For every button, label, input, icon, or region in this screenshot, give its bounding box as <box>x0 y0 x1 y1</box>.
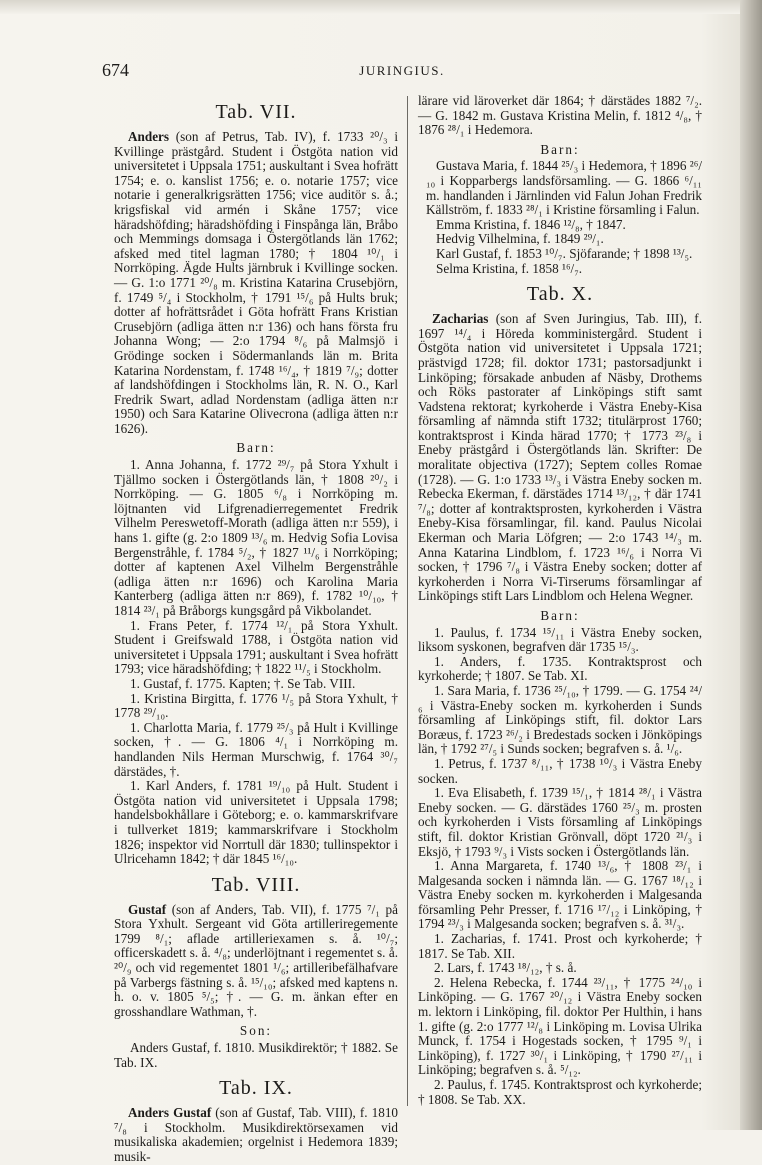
child-entry: 2. Lars, f. 1743 ¹⁸/₁₂, † s. å. <box>434 960 577 976</box>
entry-paragraph <box>114 130 398 436</box>
entry-name: Zacharias <box>432 311 489 327</box>
child-entry: 1. Kristina Birgitta, f. 1776 ¹/₅ på Stora Yxhult, † 1778 ²⁹/₁₀. <box>114 690 398 721</box>
entry-name: Gustaf <box>128 901 167 917</box>
entry-text: (son af Gustaf, Tab. VIII), f. 1810 ⁷/₈ i Stockholm. Musikdirektörsexamen vid musikaliska akademien; orgelnist i Hedemora 1839; musik- <box>114 1105 399 1164</box>
children-label: Barn: <box>540 608 580 623</box>
son-label: Son: <box>239 1023 273 1039</box>
top-edge-shadow <box>0 0 762 14</box>
child-entry: 1. Anna Margareta, f. 1740 ¹³/₆, † 1808 ²³/₁ i Malgesanda socken i nämnda län. — G. 1767 ¹⁸/₁₂ i Västra Eneby socken m. kyrkoherden i Malgesanda församling Pehr Presser, f. 1716 ¹⁷/₁₂ i Linköping, † 1794 ²³/₃ i Malgesanda socken; begrafven s. å. ³¹/₃. <box>418 858 702 932</box>
child-entry: Selma Kristina, f. 1858 ¹⁶/₇. <box>436 260 583 276</box>
tab-heading: Tab. VIII. <box>211 873 301 896</box>
page-number: 674 <box>102 60 129 80</box>
tab-vii-section <box>114 100 398 867</box>
children-label: Barn: <box>236 440 276 456</box>
child-entry: Hedvig Vilhelmina, f. 1849 ²⁹/₁. <box>436 231 604 247</box>
entry-paragraph <box>418 312 702 604</box>
child-entry: 1. Karl Anders, f. 1781 ¹⁹/₁₀ på Hult. Student i Östgöta nation vid universitetet i Uppsala 1798; handelsbokhållare i Göteborg; e. o. kammarskrifvare i tullverket 1819; kammarskrifvare i Stockholm 1826; inspektor vid Norrtull där 1830; tullinspektor i Ulricehamn 1842; † där 1845 ¹⁶/₁₀. <box>114 778 398 867</box>
tab-x-section <box>418 282 702 1107</box>
entry-paragraph <box>114 1106 398 1164</box>
child-entry: 1. Anders, f. 1735. Kontraktsprost och kyrkoherde; † 1807. Se Tab. XI. <box>418 653 702 684</box>
child-entry: 1. Zacharias, f. 1741. Prost och kyrkoherde; † 1817. Se Tab. XII. <box>418 931 702 961</box>
child-entry: 1. Petrus, f. 1737 ⁸/₁₁, † 1738 ¹⁰/₃ i Västra Eneby socken. <box>418 755 702 786</box>
running-title: JURINGIUS. <box>359 63 445 78</box>
entry-continuation: lärare vid läroverket där 1864; † därstädes 1882 ⁷/₂. — G. 1842 m. Gustava Kristina Melin, f. 1812 ⁴/₈, † 1876 ²⁸/₁ i Hedemora. <box>418 93 702 138</box>
tab-heading: Tab. IX. <box>219 1077 293 1100</box>
entry-name: Anders Gustaf <box>128 1105 212 1121</box>
left-column <box>114 94 398 1165</box>
child-entry: 1. Charlotta Maria, f. 1779 ²⁵/₃ på Hult i Kvillinge socken, †. — G. 1806 ⁴/₁ i Norrköping m. handlanden Nils Herman Murschwig, f. 1764 ³⁰/₇ därstädes, †. <box>114 719 398 779</box>
child-entry: 1. Paulus, f. 1734 ¹⁵/₁₁ i Västra Eneby socken, liksom syskonen, begrafven där 1735 ¹⁵/₃. <box>418 624 702 655</box>
tab-viii-section <box>114 873 398 1071</box>
column-divider <box>407 96 408 1106</box>
tab-heading: Tab. X. <box>526 283 594 306</box>
child-entry: 2. Paulus, f. 1745. Kontraktsprost och kyrkoherde; † 1808. Se Tab. XX. <box>418 1077 702 1107</box>
child-entry: 1. Sara Maria, f. 1736 ²⁵/₁₀, † 1799. — G. 1754 ²⁴/₆ i Västra-Eneby socken m. kyrkoherden i Sunds församling af Linköpings stift, fil. doktor Lars Boræus, f. 1723 ²⁶/₂ i Bredestads socken i Jönköpings län, † 1792 ²⁷/₅ i Sunds socken; begrafven s. å. ¹/₆. <box>418 682 702 757</box>
entry-name: Anders <box>128 129 170 144</box>
entry-text: (son af Anders, Tab. VII), f. 1775 ⁷/₁ på Stora Yxhult. Sergeant vid Göta artilleriregemente 1799 ⁸/₁; aflade artilleriexamen s. å. ¹⁰/₇; officerskadett s. å. ⁴/₈; underlöjtnant i regementet s. å. ²⁰/₉ och vid regementet 1801 ¹/₆; artilleribefälhafvare på Varbergs fästning s. å. ¹⁵/₁₀; afsked med kaptens n. h. o. v. 1805 ⁵/₅; †. — G. m. änkan efter en grosshandlare Wathman, †. <box>114 901 399 1019</box>
entry-paragraph <box>114 903 398 1020</box>
child-entry: Emma Kristina, f. 1846 ¹²/₈, † 1847. <box>436 216 626 232</box>
page-header <box>102 60 702 84</box>
right-column <box>418 94 702 1107</box>
entry-text: (son af Sven Juringius, Tab. III), f. 1697 ¹⁴/₄ i Höreda komministergård. Student i Östgöta nation vid universitetet i Uppsala 1721; prästvigd 1728; fil. doktor 1731; pastorsadjunkt i Linköping; försakade anbuden af Näsby, Drothems och Röks pastorater af Linköpings stift samt Vadstena rektorat; kyrkoherde i Västra Eneby-Kisa församling af nämnda stift 1732; titulärprost 1760; kontraktsprost i Kinda härad 1770; † 1773 ²³/₈ i Eneby prästgård i Östergötlands län. Skrifter: De moralitate objectiva (1727); Septem colles Romae (1728). — G. 1:o 1733 ¹³/₃ i Västra Eneby socken m. Rebecka Ekerman, f. därstädes 1714 ¹³/₁₂, † där 1741 ⁷/₈; dotter af kontraktsprosten, kyrkoherden i Västra Eneby-Kisa församlingar, fil. kand. Paulus Nicolai Ekerman och Maria Löfgren; — 2:o 1743 ¹⁴/₃ m. Anna Katarina Lindblom, f. 1723 ¹⁶/₆ i Norra Vi socken, † 1796 ⁷/₈ i Västra Eneby socken; dotter af kyrkoherden i Norra Vi-Tirserums församlingar af Linköpings stift Lars Lindblom och Helena Wegner. <box>418 311 702 604</box>
child-entry: 1. Eva Elisabeth, f. 1739 ¹⁵/₁, † 1814 ²⁸/₁ i Västra Eneby socken. — G. därstädes 1760 ²⁵/₃ m. prosten och kyrkoherden i Vists församling af Linköpings stift, fil. doktor Kristian Grönvall, döpt 1720 ²¹/₃ i Eksjö, † 1793 ⁹/₃ i Vists socken i Östergötlands län. <box>418 785 702 859</box>
tab-ix-continuation <box>418 94 702 276</box>
children-label: Barn: <box>540 141 580 157</box>
tab-heading: Tab. VII. <box>215 101 297 123</box>
tab-ix-section <box>114 1076 398 1164</box>
child-entry: 2. Helena Rebecka, f. 1744 ²³/₁₁, † 1775 ²⁴/₁₀ i Linköping. — G. 1767 ²⁰/₁₂ i Västra Eneby socken m. lektorn i Linköping, fil. doktor Per Hulthin, i hans 1. gifte (g. 2:o 1777 ¹²/₈ i Linköping m. Lovisa Ulrika Munck, f. 1754 i Hogestads socken, † 1795 ⁹/₁ i Linköping), f. 1727 ³⁰/₁ i Linköping, † 1790 ²⁷/₁₁ i Linköping; begrafven s. å. ⁵/₁₂. <box>418 974 702 1078</box>
child-entry: 1. Frans Peter, f. 1774 ¹²/₁ på Stora Yxhult. Student i Greifswald 1788, i Östgöta nation vid universitetet i Uppsala 1791; auskultant i Svea hofrätt 1793; vice häradshöfding; † 1822 ¹¹/₅ i Stockholm. <box>114 617 398 677</box>
child-entry: 1. Gustaf, f. 1775. Kapten; †. Se Tab. VIII. <box>130 675 356 691</box>
book-spine-edge <box>740 0 762 1130</box>
child-entry: Karl Gustaf, f. 1853 ¹⁰/₇. Sjöfarande; † 1898 ¹³/₅. <box>436 245 693 261</box>
child-entry: Gustava Maria, f. 1844 ²⁵/₃ i Hedemora, † 1896 ²⁶/₁₀ i Kopparbergs landsförsamling. — G. 1866 ⁶/₁₁ m. handlanden i Järnlinden vid Falun Johan Fredrik Källström, f. 1833 ²⁸/₁ i Kristine församling i Falun. <box>426 158 702 218</box>
entry-text: (son af Petrus, Tab. IV), f. 1733 ²⁰/₃ i Kvillinge prästgård. Student i Östgöta nation vid universitetet i Uppsala 1751; auskultant i Svea hofrätt 1754; e. o. kanslist 1756; e. o. notarie 1757; vice notarie i generalkrigsrätten 1756; vice auditör s. å.; krigsfiskal vid armén i Skåne 1757; vice häradshöfding; häradshöfding i Finspånga län, Bråbo och Memmings domsaga i Östergötlands län 1762; afsked med titel lagman 1780; † 1804 ¹⁰/₁ i Norrköping. Ägde Hults järnbruk i Kvillinge socken. — G. 1:o 1771 ²⁰/₈ m. Kristina Katarina Crusebjörn, f. 1749 ⁵/₄ i Stockholm, † 1791 ¹⁵/₆ på Hults bruk; dotter af hofrättsrådet i Göta hofrätt Frans Kristian Crusebjörn (adliga ätten n:r 136) och hans första fru Johanna Wong; — 2:o 1794 ⁸/₆ på Malmsjö i Grödinge socken i Södermanlands län m. Brita Katarina Nordenstam, f. 1748 ¹⁶/₄, † 1819 ⁷/₉; dotter af landshöfdingen i Stockholms län, R. N. O., Karl Fredrik Swart, adlad Nordenstam (adliga ätten n:r 1950) och Sara Katarine Olivecrona (adliga ätten n:r 1626). <box>114 129 398 436</box>
son-entry: Anders Gustaf, f. 1810. Musikdirektör; † 1882. Se Tab. IX. <box>114 1040 398 1070</box>
child-entry: 1. Anna Johanna, f. 1772 ²⁹/₇ på Stora Yxhult i Tjällmo socken i Östergötlands län, † 1808 ²⁰/₂ i Norrköping. — G. 1805 ⁶/₈ i Norrköping m. löjtnanten vid Lifgrenadierregementet Fredrik Vilhelm Pereswetoff-Morath (adliga ätten n:r 559), i hans 1. gifte (g. 2:o 1809 ¹³/₆ m. Hedvig Sofia Lovisa Bergenstråhle, f. 1784 ⁵/₂, † 1827 ¹¹/₆ i Norrköping; dotter af kaptenen Axel Vilhelm Bergenstråhle (adliga ätten n:r 1696) och Karolina Maria Kanterberg (adliga ätten n:r 869), f. 1782 ¹⁰/₁₀, † 1814 ²³/₁ på Bråborgs kungsgård på Vikbolandet. <box>114 457 398 618</box>
